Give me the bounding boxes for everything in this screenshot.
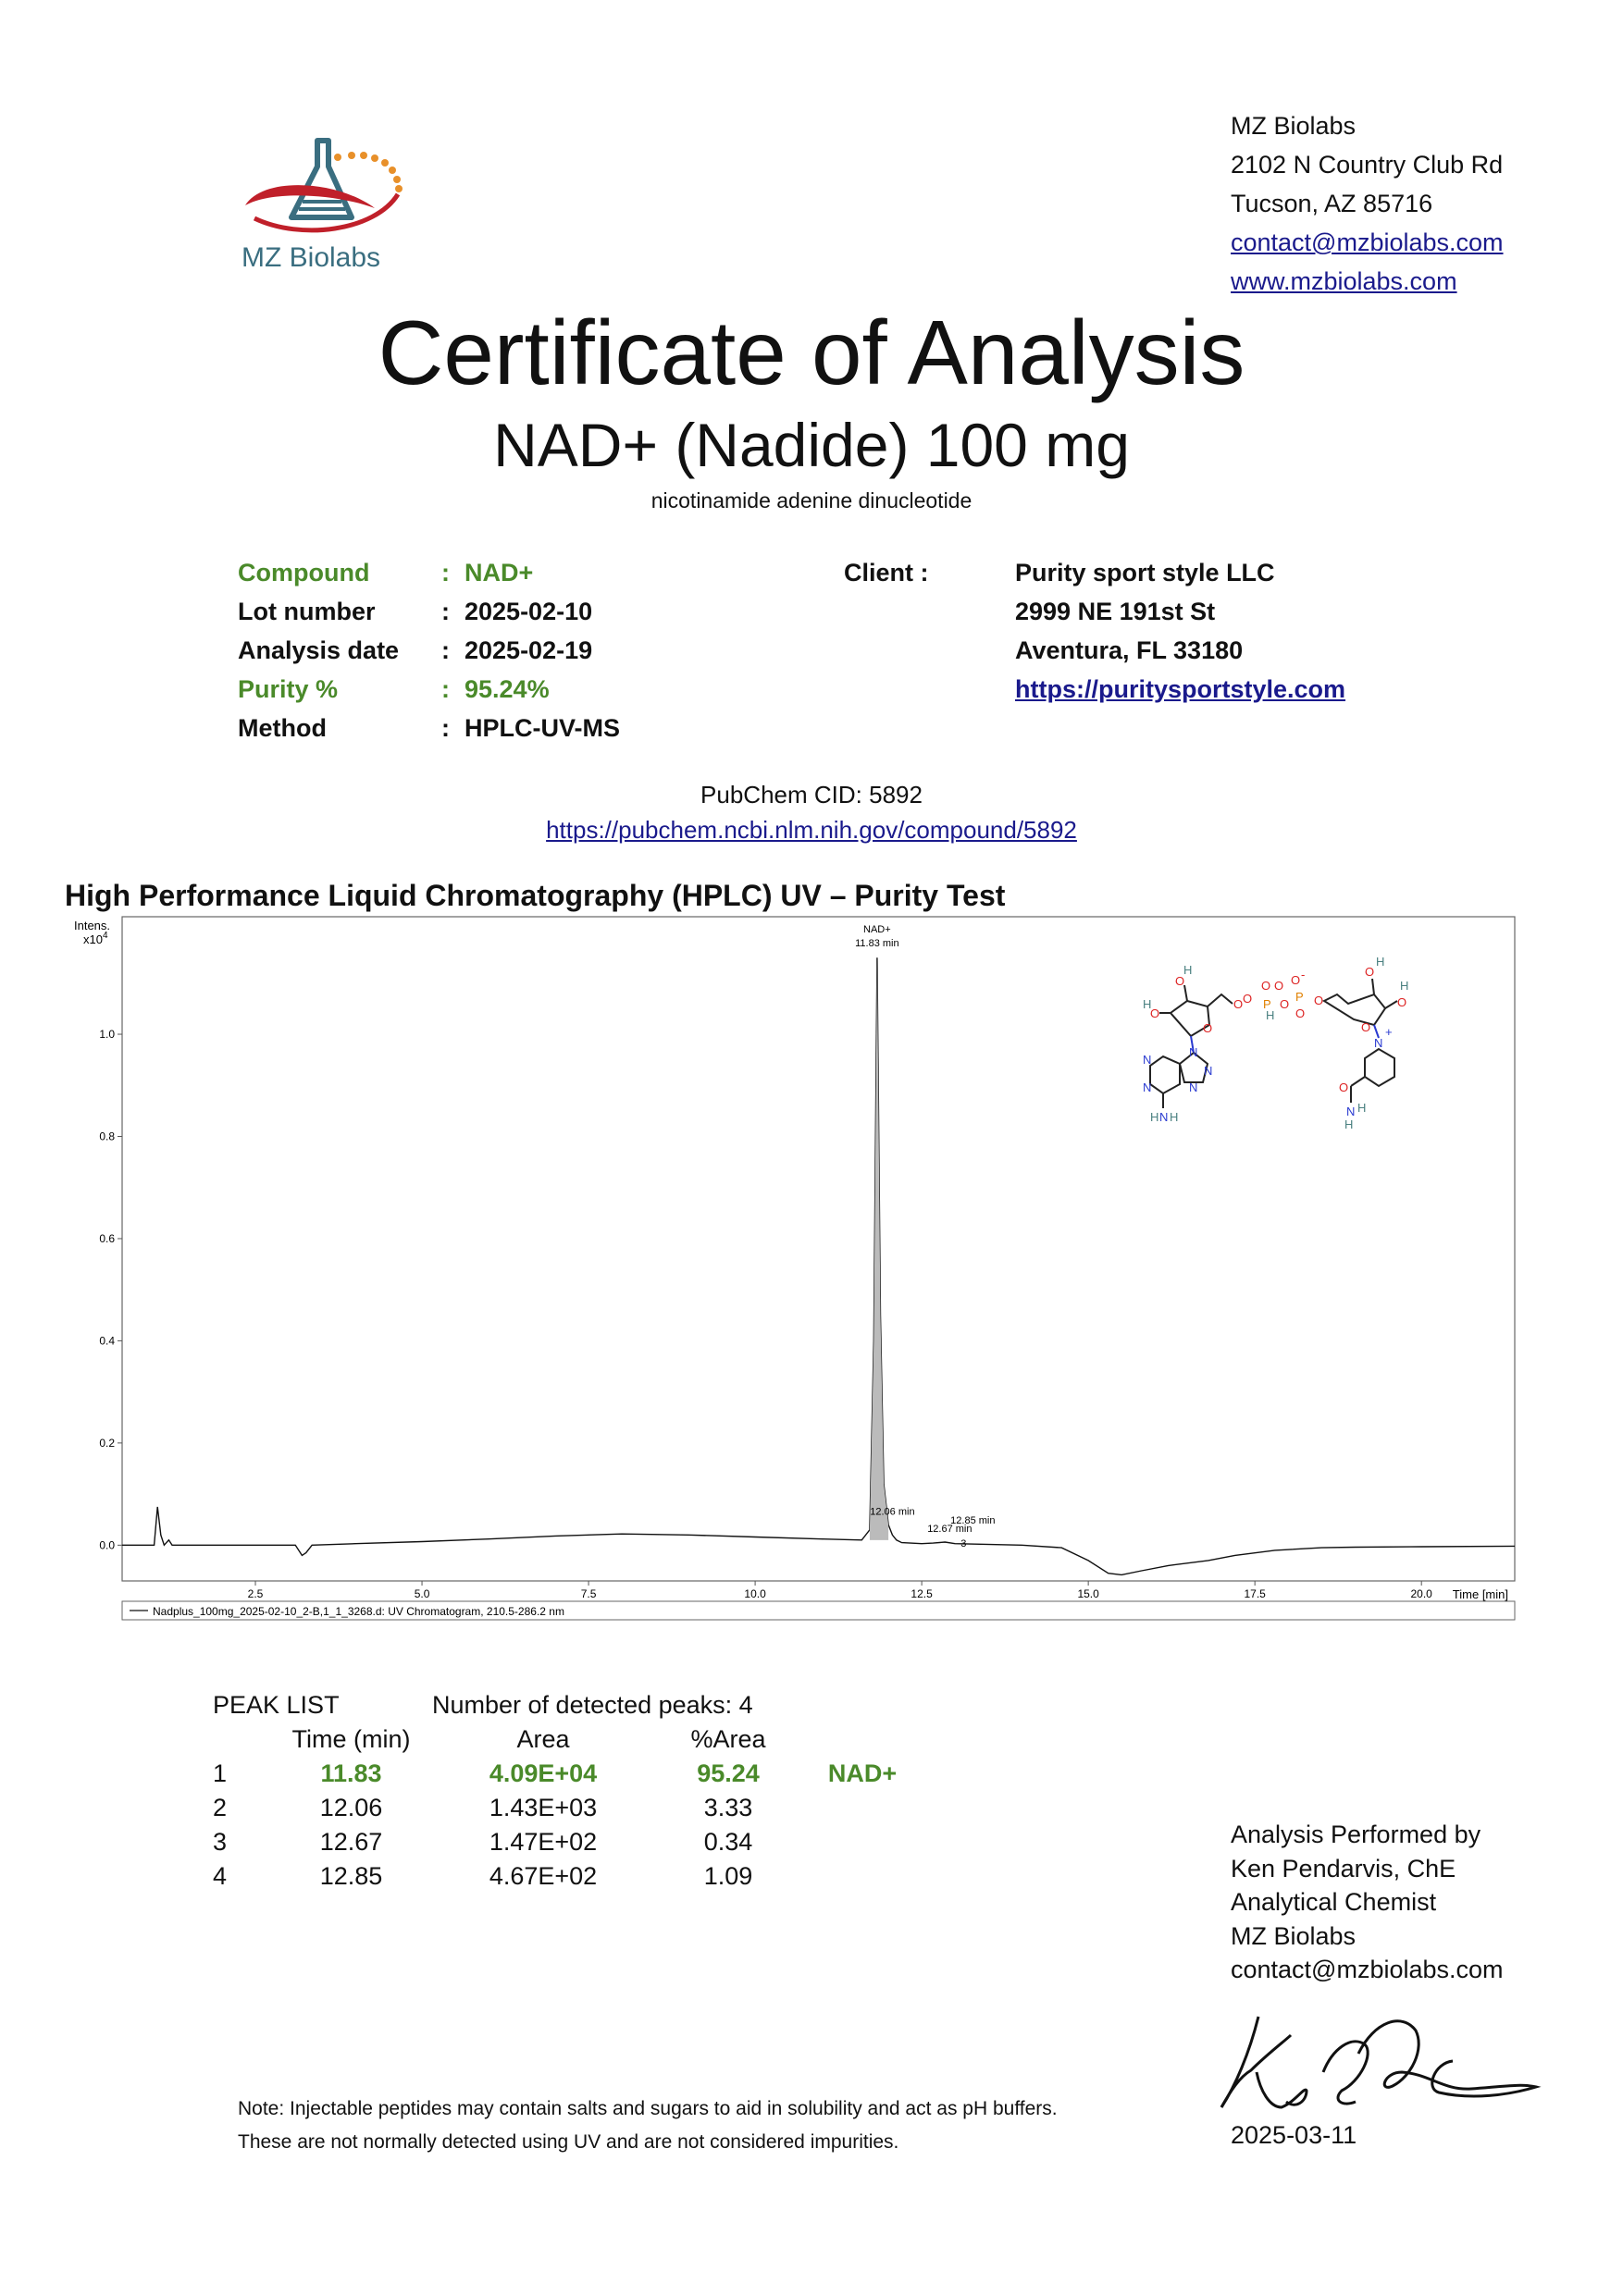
info-value: 95.24% xyxy=(465,675,550,703)
column-header xyxy=(213,1722,279,1757)
x-tick-label: 2.5 xyxy=(247,1587,264,1600)
atom-label-p: P xyxy=(1295,990,1304,1004)
peak-pct-area: 95.24 xyxy=(697,1759,760,1787)
peak-count: Number of detected peaks: 4 xyxy=(432,1691,753,1719)
peak-area: 1.43E+03 xyxy=(489,1794,598,1821)
info-row-analysis-date xyxy=(238,631,620,670)
column-header-area: Area xyxy=(516,1725,570,1753)
atom-label-n: N xyxy=(1374,1036,1383,1050)
peak-number: 4 xyxy=(213,1862,228,1890)
analyst-name: Ken Pendarvis, ChE xyxy=(1231,1854,1456,1882)
atom-label-n: N xyxy=(1346,1105,1356,1118)
info-colon: : xyxy=(441,636,450,664)
atom-label-o: O xyxy=(1291,973,1301,987)
atom-label-n: N xyxy=(1204,1064,1213,1078)
x-tick-label: 7.5 xyxy=(580,1587,597,1600)
x-axis-label: Time [min] xyxy=(1452,1587,1508,1601)
peak-row xyxy=(213,1859,932,1894)
hplc-chromatogram xyxy=(65,916,1518,1628)
y-tick-label: 0.0 xyxy=(99,1538,115,1552)
footnote xyxy=(238,2092,1058,2159)
atom-label-o: O xyxy=(1339,1080,1349,1094)
peak-row xyxy=(213,1825,932,1859)
charge-label-minus: - xyxy=(1301,968,1306,981)
peak-time: 12.67 xyxy=(319,1828,383,1856)
column-header-pct-area: %Area xyxy=(690,1725,766,1753)
peak-pct-area: 1.09 xyxy=(703,1862,753,1890)
atom-label-h: H xyxy=(1170,1110,1179,1124)
address-line: 2102 N Country Club Rd xyxy=(1231,151,1504,179)
atom-label-h: H xyxy=(1376,955,1385,969)
y-scale-base: x10 xyxy=(83,932,103,946)
atom-label-h: H xyxy=(1183,963,1193,977)
pubchem-link[interactable]: https://pubchem.ncbi.nlm.nih.gov/compound/5892 xyxy=(546,816,1077,844)
client-city: Aventura, FL 33180 xyxy=(1015,636,1244,664)
info-label: Method xyxy=(238,714,327,742)
client-label: Client : xyxy=(844,559,929,586)
info-row-lot xyxy=(238,592,620,631)
atom-label-o: O xyxy=(1175,974,1185,988)
x-tick-label: 17.5 xyxy=(1244,1587,1266,1600)
x-tick-label: 15.0 xyxy=(1077,1587,1099,1600)
hplc-section-title: High Performance Liquid Chromatography (HPLC) UV – Purity Test xyxy=(65,879,1006,912)
product-name: NAD+ (Nadide) 100 mg xyxy=(493,411,1130,479)
info-colon: : xyxy=(441,559,450,586)
peak-label-nad: NAD+ xyxy=(863,924,891,935)
info-label: Purity % xyxy=(238,675,339,703)
client-details xyxy=(1015,553,1345,709)
pubchem-reference xyxy=(0,777,1623,847)
info-label: Analysis date xyxy=(238,636,400,664)
peak-number: 2 xyxy=(213,1794,228,1821)
signature-date: 2025-03-11 xyxy=(1231,2121,1357,2149)
y-tick-label: 0.8 xyxy=(99,1129,115,1143)
atom-label-o: O xyxy=(1261,979,1271,993)
atom-label-n: N xyxy=(1143,1053,1152,1067)
atom-label-o: O xyxy=(1295,1006,1306,1020)
peak-time: 12.85 xyxy=(319,1862,383,1890)
atom-label-h: H xyxy=(1150,1110,1159,1124)
atom-label-h: H xyxy=(1357,1101,1367,1115)
atom-label-n: N xyxy=(1189,1045,1198,1059)
peak-label-time: 11.83 min xyxy=(855,938,899,949)
client-street: 2999 NE 191st St xyxy=(1015,598,1216,625)
info-value: NAD+ xyxy=(465,559,534,586)
atom-label-n: N xyxy=(1143,1080,1152,1094)
peak-area: 1.47E+02 xyxy=(489,1828,598,1856)
logo-text: MZ Biolabs xyxy=(242,242,381,273)
info-value: HPLC-UV-MS xyxy=(465,714,620,742)
atom-label-o: O xyxy=(1361,1020,1371,1034)
analyst-line: Analysis Performed by xyxy=(1231,1821,1481,1848)
atom-label-n: N xyxy=(1159,1110,1169,1124)
plot-frame xyxy=(122,917,1515,1581)
client-url-link[interactable]: https://puritysportstyle.com xyxy=(1015,675,1346,703)
info-row-compound xyxy=(238,553,620,592)
analyst-block xyxy=(1231,1818,1504,1987)
info-colon: : xyxy=(441,714,450,742)
x-tick-label: 20.0 xyxy=(1410,1587,1432,1600)
peak-area: 4.09E+04 xyxy=(489,1759,598,1787)
info-table xyxy=(238,553,620,747)
column-header-time: Time (min) xyxy=(291,1725,411,1753)
peak-pct-area: 0.34 xyxy=(703,1828,753,1856)
y-axis xyxy=(99,1028,122,1551)
y-scale-exponent: 4 xyxy=(102,931,108,941)
mz-biolabs-logo xyxy=(236,130,421,278)
info-value: 2025-02-10 xyxy=(465,598,593,625)
atom-label-o: O xyxy=(1203,1021,1213,1035)
charge-label-plus: + xyxy=(1385,1025,1393,1039)
atom-label-h: H xyxy=(1400,979,1409,993)
address-line: MZ Biolabs xyxy=(1231,112,1357,140)
document-title: Certificate of Analysis xyxy=(378,302,1245,403)
y-tick-label: 0.6 xyxy=(99,1231,115,1245)
info-colon: : xyxy=(441,675,450,703)
atom-label-h: H xyxy=(1344,1117,1354,1131)
peak-label-time: 12.85 min xyxy=(950,1515,996,1527)
nad-peak-fill xyxy=(870,957,888,1540)
info-value: 2025-02-19 xyxy=(465,636,593,664)
x-axis xyxy=(248,1581,1433,1600)
peak-list-column-headers xyxy=(213,1722,932,1757)
client-name: Purity sport style LLC xyxy=(1015,559,1275,586)
company-address xyxy=(1231,106,1504,301)
atom-label-o: O xyxy=(1274,979,1284,993)
y-axis-label: Intens. xyxy=(74,919,111,932)
y-tick-label: 1.0 xyxy=(99,1028,115,1042)
legend-entry: Nadplus_100mg_2025-02-10_2-B,1_1_3268.d: UV Chromatogram, 210.5-286.2 nm xyxy=(153,1605,564,1618)
peak-area: 4.67E+02 xyxy=(489,1862,598,1890)
info-row-purity xyxy=(238,670,620,709)
info-colon: : xyxy=(441,598,450,625)
analyst-company: MZ Biolabs xyxy=(1231,1921,1357,1950)
peak-row xyxy=(213,1791,932,1825)
peak-list xyxy=(213,1688,932,1894)
company-website-link[interactable]: www.mzbiolabs.com xyxy=(1231,267,1457,295)
product-subtitle: nicotinamide adenine dinucleotide xyxy=(650,488,973,512)
peak-time: 11.83 xyxy=(320,1759,382,1787)
peak-number: 3 xyxy=(213,1828,228,1856)
peak-time: 12.06 xyxy=(319,1794,383,1821)
nad-structure-diagram xyxy=(1143,955,1408,1131)
pubchem-cid: PubChem CID: 5892 xyxy=(700,781,923,809)
info-row-method xyxy=(238,709,620,747)
peak-number: 1 xyxy=(213,1759,228,1787)
analyst-email: contact@mzbiolabs.com xyxy=(1231,1956,1504,1983)
atom-label-p: P xyxy=(1263,997,1271,1011)
info-label: Compound xyxy=(238,559,370,586)
x-tick-label: 12.5 xyxy=(911,1587,933,1600)
atom-label-o: O xyxy=(1280,997,1290,1011)
uv-chromatogram-trace xyxy=(122,957,1515,1574)
peak-label-time: 12.06 min xyxy=(870,1506,915,1518)
atom-label-o: O xyxy=(1365,965,1375,979)
atom-label-o: O xyxy=(1314,994,1324,1007)
peak-compound: NAD+ xyxy=(827,1759,898,1787)
peak-label-time: 3 xyxy=(960,1538,967,1550)
note-line: These are not normally detected using UV and are not considered impurities. xyxy=(238,2131,899,2153)
peak-row xyxy=(213,1757,932,1791)
atom-label-n: N xyxy=(1189,1080,1198,1094)
y-tick-label: 0.4 xyxy=(99,1334,115,1348)
atom-label-h: H xyxy=(1143,997,1152,1011)
peak-list-header xyxy=(213,1688,932,1722)
atom-label-h: H xyxy=(1266,1008,1275,1022)
x-tick-label: 5.0 xyxy=(414,1587,430,1600)
peak-pct-area: 3.33 xyxy=(703,1794,753,1821)
y-tick-label: 0.2 xyxy=(99,1436,115,1450)
atom-label-o: O xyxy=(1150,1006,1160,1020)
atom-label-o: O xyxy=(1233,997,1244,1011)
peak-label-time: 12.67 min xyxy=(927,1524,973,1536)
company-email-link[interactable]: contact@mzbiolabs.com xyxy=(1231,228,1504,256)
info-label: Lot number xyxy=(238,598,376,625)
address-line: Tucson, AZ 85716 xyxy=(1231,190,1433,217)
y-scale-label xyxy=(83,931,108,946)
atom-label-o: O xyxy=(1397,995,1407,1009)
analyst-signature xyxy=(1203,1998,1573,2128)
note-line: Note: Injectable peptides may contain salts and sugars to aid in solubility and act as pH buffers. xyxy=(238,2098,1058,2119)
x-tick-label: 10.0 xyxy=(744,1587,766,1600)
atom-label-o: O xyxy=(1243,992,1253,1006)
peak-list-title: PEAK LIST xyxy=(213,1691,340,1719)
analyst-title: Analytical Chemist xyxy=(1231,1888,1437,1916)
